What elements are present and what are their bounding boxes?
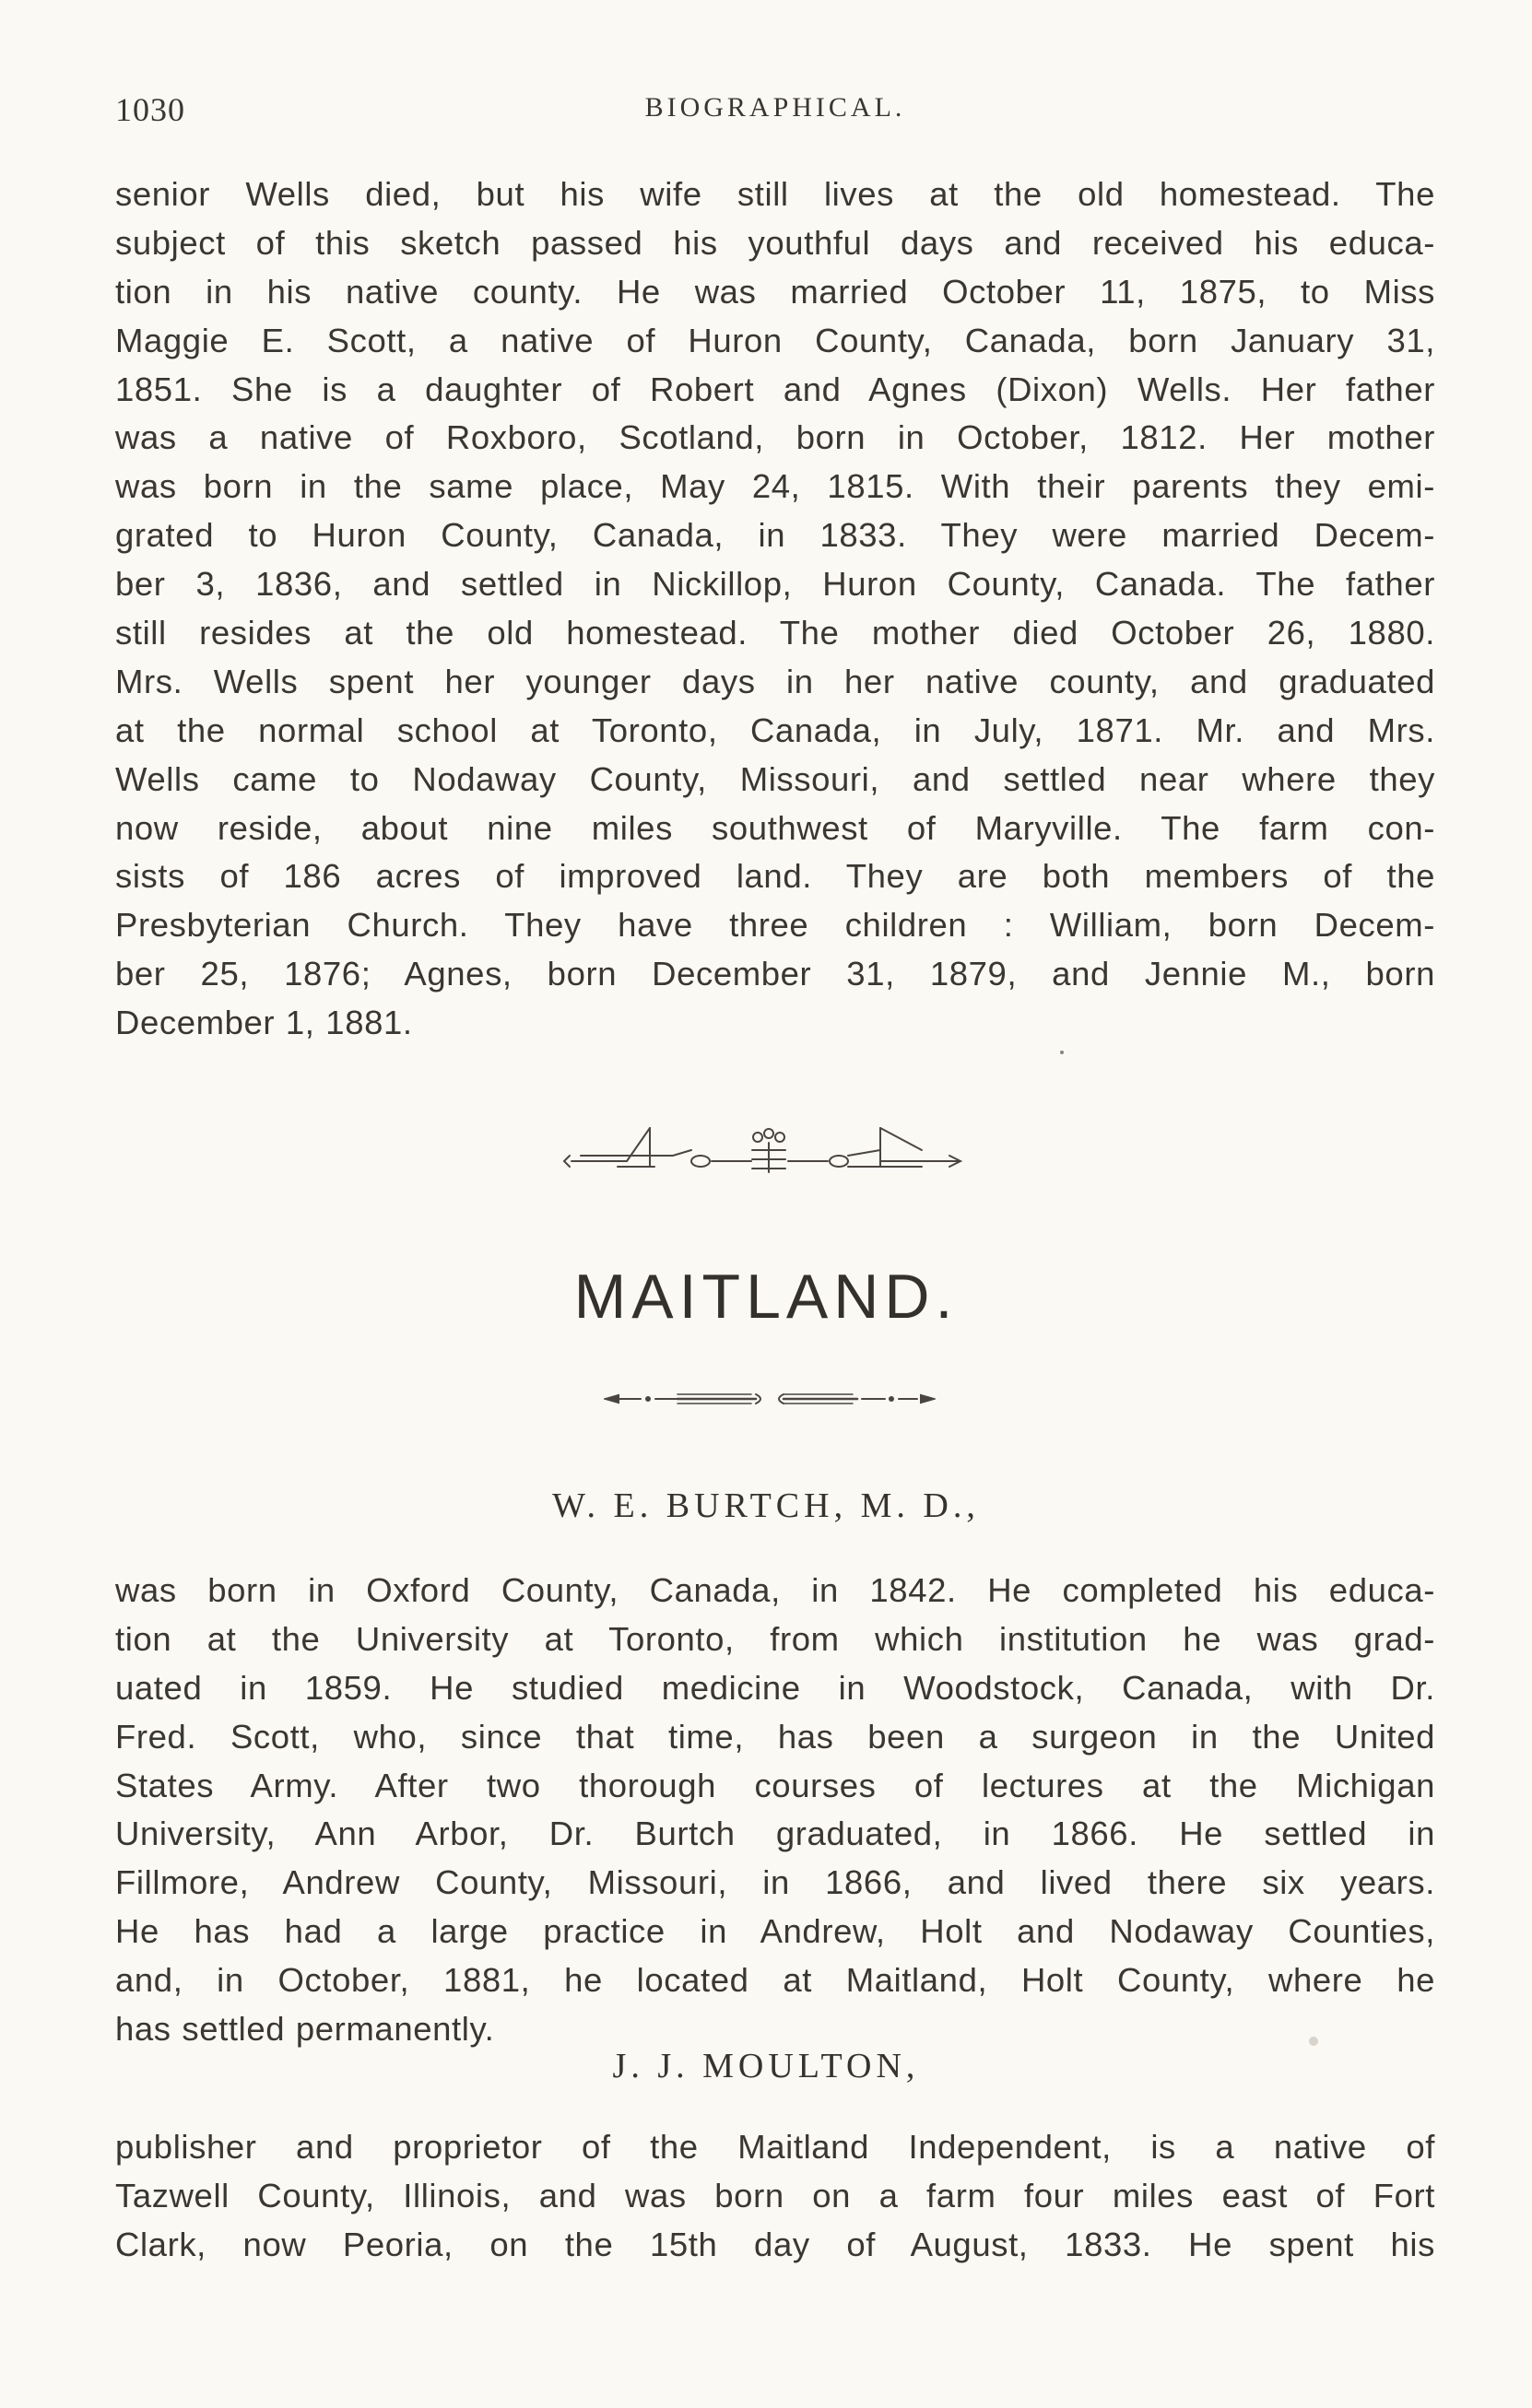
text-line: States Army. After two thorough courses of lectures at the Michigan bbox=[115, 1766, 1435, 1804]
text-line: 1851. She is a daughter of Robert and Agnes (Dixon) Wells. Her father bbox=[115, 370, 1435, 408]
text-line: publisher and proprietor of the Maitland Independent, is a native of bbox=[115, 2128, 1435, 2166]
decorative-ornament-icon bbox=[562, 1122, 977, 1178]
burtch-heading: W. E. BURTCH, M. D., bbox=[552, 1486, 980, 1525]
text-line: He has had a large practice in Andrew, Holt and Nodaway Counties, bbox=[115, 1912, 1435, 1951]
text-line: uated in 1859. He studied medicine in Woodstock, Canada, with Dr. bbox=[115, 1668, 1435, 1707]
text-line: December 1, 1881. bbox=[115, 1004, 413, 1042]
text-line: grated to Huron County, Canada, in 1833. They were married Decem- bbox=[115, 516, 1435, 555]
text-line: ber 25, 1876; Agnes, born December 31, 1879, and Jennie M., born bbox=[115, 955, 1435, 993]
text-line: and, in October, 1881, he located at Maitland, Holt County, where he bbox=[115, 1961, 1435, 2000]
paper-speck bbox=[1060, 1051, 1064, 1054]
text-line: tion in his native county. He was married October 11, 1875, to Miss bbox=[115, 272, 1435, 311]
paper-speck bbox=[1309, 2037, 1318, 2046]
text-line: sists of 186 acres of improved land. They are both members of the bbox=[115, 857, 1435, 896]
moulton-paragraph bbox=[115, 2123, 1435, 2270]
text-line: Wells came to Nodaway County, Missouri, and settled near where they bbox=[115, 759, 1435, 798]
text-line: Mrs. Wells spent her younger days in her native county, and graduated bbox=[115, 662, 1435, 700]
burtch-paragraph bbox=[115, 1567, 1435, 2054]
text-line: now reside, about nine miles southwest of Maryville. The farm con- bbox=[115, 808, 1435, 847]
page-number: 1030 bbox=[115, 91, 185, 128]
text-line: tion at the University at Toronto, from which institution he was grad- bbox=[115, 1619, 1435, 1658]
text-line: Fillmore, Andrew County, Missouri, in 1866, and lived there six years. bbox=[115, 1863, 1435, 1902]
wells-paragraph bbox=[115, 170, 1435, 1048]
text-line: senior Wells died, but his wife still lives at the old homestead. The bbox=[115, 175, 1435, 213]
text-line: was born in the same place, May 24, 1815. With their parents they emi- bbox=[115, 467, 1435, 506]
text-line: subject of this sketch passed his youthful days and received his educa- bbox=[115, 223, 1435, 262]
text-line: Maggie E. Scott, a native of Huron County, Canada, born January 31, bbox=[115, 321, 1435, 359]
text-line: Fred. Scott, who, since that time, has been a surgeon in the United bbox=[115, 1717, 1435, 1756]
text-line: University, Ann Arbor, Dr. Burtch graduated, in 1866. He settled in bbox=[115, 1815, 1435, 1853]
text-line: has settled permanently. bbox=[115, 2010, 495, 2049]
text-line: ber 3, 1836, and settled in Nickillop, Huron County, Canada. The father bbox=[115, 565, 1435, 604]
text-line: Presbyterian Church. They have three children : William, born Decem- bbox=[115, 906, 1435, 945]
text-line: Clark, now Peoria, on the 15th day of August, 1833. He spent his bbox=[115, 2225, 1435, 2263]
text-line: at the normal school at Toronto, Canada, in July, 1871. Mr. and Mrs. bbox=[115, 711, 1435, 749]
running-title: BIOGRAPHICAL. bbox=[644, 92, 906, 123]
section-title: MAITLAND. bbox=[573, 1262, 959, 1332]
text-line: Tazwell County, Illinois, and was born on a farm four miles east of Fort bbox=[115, 2176, 1435, 2214]
divider-ornament-icon bbox=[604, 1386, 936, 1412]
moulton-heading: J. J. MOULTON, bbox=[612, 2047, 920, 2085]
running-head bbox=[115, 90, 1435, 136]
text-line: was a native of Roxboro, Scotland, born in October, 1812. Her mother bbox=[115, 418, 1435, 457]
text-line: still resides at the old homestead. The mother died October 26, 1880. bbox=[115, 614, 1435, 652]
text-line: was born in Oxford County, Canada, in 1842. He completed his educa- bbox=[115, 1571, 1435, 1609]
